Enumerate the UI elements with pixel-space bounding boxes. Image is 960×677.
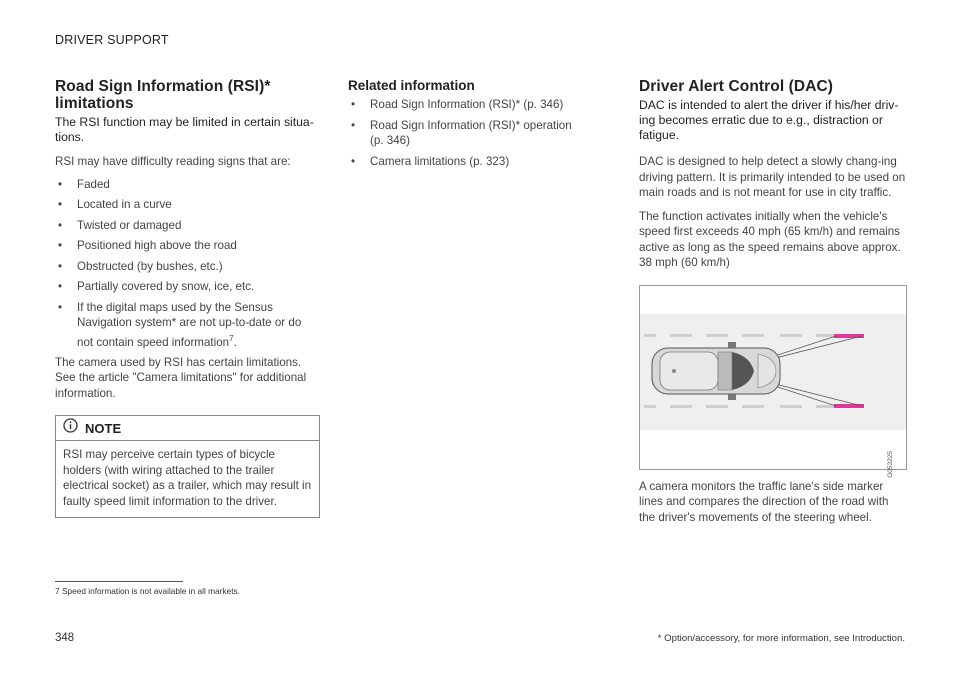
related-links-list [348,97,588,169]
related-link[interactable]: • Road Sign Information (RSI)* operation (p. 346) [351,118,572,147]
section-header: DRIVER SUPPORT [55,33,169,47]
camera-limitations-text: The camera used by RSI has certain limitations. See the article "Camera limitations" for additional information. [55,355,307,400]
list-item: • Obstructed (by bushes, etc.) [58,259,223,273]
footnote-text: Speed information is not available in all markets. [61,586,240,596]
rsi-difficulty-list [55,177,320,350]
rsi-limitations-lead: The RSI function may be limited in certain situa-tions. [55,115,314,144]
note-header [56,416,319,441]
dac-paragraph-1: DAC is designed to help detect a slowly chang-ing driving pattern. It is primarily intended to be used on main roads and is not meant for use in city traffic. [639,155,906,199]
list-item: • Positioned high above the road [58,239,237,252]
list-item: • Partially covered by snow, ice, etc. [58,280,255,293]
dac-camera-illustration [639,285,907,478]
dac-paragraph-2: The function activates initially when the vehicle's speed first exceeds 40 mph (65 km/h) and remains active as long as the speed remains above approx. 38 mph (60 km/h) [639,209,901,269]
related-information-column [348,78,588,174]
car-icon [652,342,780,400]
related-link[interactable]: • Road Sign Information (RSI)* (p. 346) [351,98,564,111]
dac-lead: DAC is intended to alert the driver if his/her driv-ing becomes erratic due to e.g., distraction or fatigue. [639,98,899,142]
dac-paragraph-3: A camera monitors the traffic lane's side marker lines and compares the direction of the road with the driver's movements of the steering wheel. [639,479,889,524]
list-item: • Located in a curve [58,198,172,211]
dac-column [639,78,907,525]
page-number: 348 [55,632,75,644]
note-box [55,415,320,518]
footnote-divider [55,581,183,582]
right-lane-marker [834,404,864,408]
footnote-number: 7 [55,586,60,596]
rsi-limitations-title: Road Sign Information (RSI)* limitations [55,78,271,112]
info-icon [63,418,78,438]
option-accessory-note: * Option/accessory, for more information, see Introduction. [657,633,905,644]
note-title: NOTE [85,420,122,436]
car-lane-illustration [640,286,906,469]
related-information-title: Related information [348,78,475,93]
note-body: RSI may perceive certain types of bicycle holders (with wiring attached to the trailer electrical socket) as a trailer, which may result in faulty speed limit information to the driver. [63,448,312,508]
dac-title: Driver Alert Control (DAC) [639,78,834,95]
footnote [55,586,240,596]
rsi-intro-text: RSI may have difficulty reading signs that are: [55,155,291,168]
list-item: • Faded [58,177,110,191]
related-link[interactable]: • Camera limitations (p. 323) [351,154,510,168]
left-lane-marker [834,334,864,338]
list-item: • If the digital maps used by the Sensus Navigation system* are not up-to-date or do not contain speed information$^7$. [58,300,302,349]
footnote-ref: 7 [229,333,234,343]
figure-id: G053225 [887,450,894,478]
list-item: • Twisted or damaged [58,218,182,232]
rsi-limitations-column [55,78,320,518]
